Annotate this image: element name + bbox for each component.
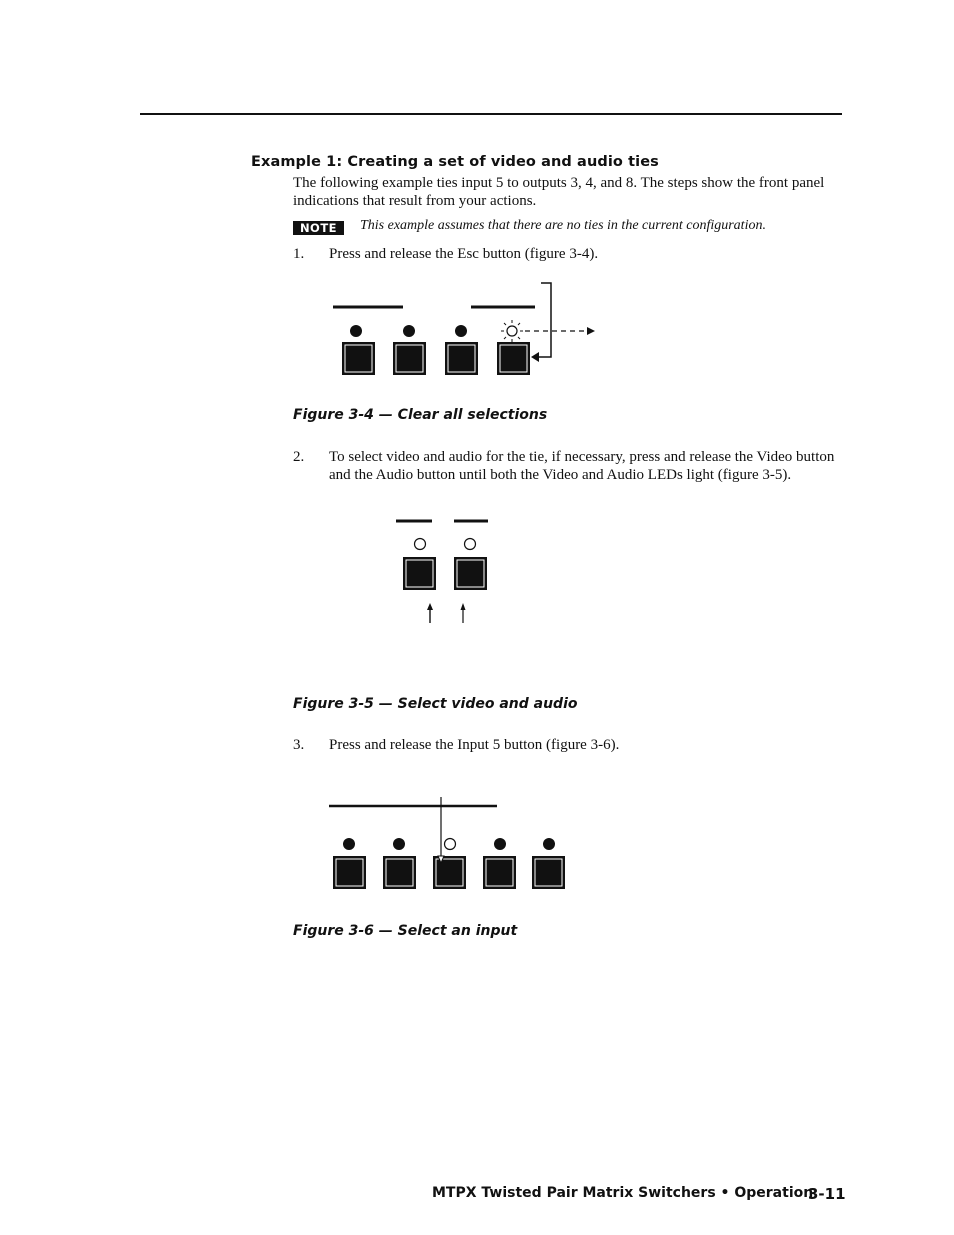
led-indicator (350, 325, 362, 337)
figure-caption: Figure 3-6 — Select an input (293, 923, 518, 939)
figure-3-6-diagram (325, 790, 575, 895)
input-5-button (433, 856, 466, 889)
front-panel-button (445, 342, 478, 375)
step-number: 1. (293, 246, 305, 262)
lit-led-icon (445, 839, 456, 850)
front-panel-button (333, 856, 366, 889)
footer-title: MTPX Twisted Pair Matrix Switchers • Operation (432, 1185, 814, 1201)
step-text: Press and release the Esc button (figure 3-4). (329, 246, 599, 262)
figure-caption: Figure 3-5 — Select video and audio (293, 696, 578, 712)
lit-led-icon (465, 539, 476, 550)
note-badge: NOTE (293, 221, 344, 235)
esc-button (497, 342, 530, 375)
front-panel-button (342, 342, 375, 375)
step-text: To select video and audio for the tie, if necessary, press and release the Video button and the Audio button until both the Video and Audio LEDs light (figure 3-5). (329, 449, 835, 483)
front-panel-button (393, 342, 426, 375)
step-number: 3. (293, 737, 305, 753)
front-panel-button (383, 856, 416, 889)
front-panel-button (483, 856, 516, 889)
led-indicator (393, 838, 405, 850)
blinking-led-icon (501, 320, 523, 342)
led-indicator (343, 838, 355, 850)
step-number: 2. (293, 449, 305, 465)
arrow-right-icon (587, 327, 595, 335)
figure-caption: Figure 3-4 — Clear all selections (293, 407, 548, 423)
audio-button (454, 557, 487, 590)
section-heading: Example 1: Creating a set of video and audio ties (251, 154, 659, 170)
figure-3-5-diagram (390, 515, 500, 630)
step-text: Press and release the Input 5 button (figure 3-6). (329, 737, 620, 753)
video-button (403, 557, 436, 590)
intro-paragraph: The following example ties input 5 to outputs 3, 4, and 8. The steps show the front panel indications that result from your actions. (293, 175, 825, 209)
led-indicator (543, 838, 555, 850)
led-indicator (455, 325, 467, 337)
header-rule (140, 113, 842, 115)
front-panel-button (532, 856, 565, 889)
led-indicator (494, 838, 506, 850)
note-text: This example assumes that there are no ties in the current configuration. (360, 218, 766, 233)
led-indicator (403, 325, 415, 337)
callout-line (539, 283, 551, 357)
page-number: 3-11 (808, 1185, 846, 1203)
lit-led-icon (415, 539, 426, 550)
figure-3-4-diagram (325, 275, 615, 385)
arrow-left-icon (531, 352, 539, 362)
